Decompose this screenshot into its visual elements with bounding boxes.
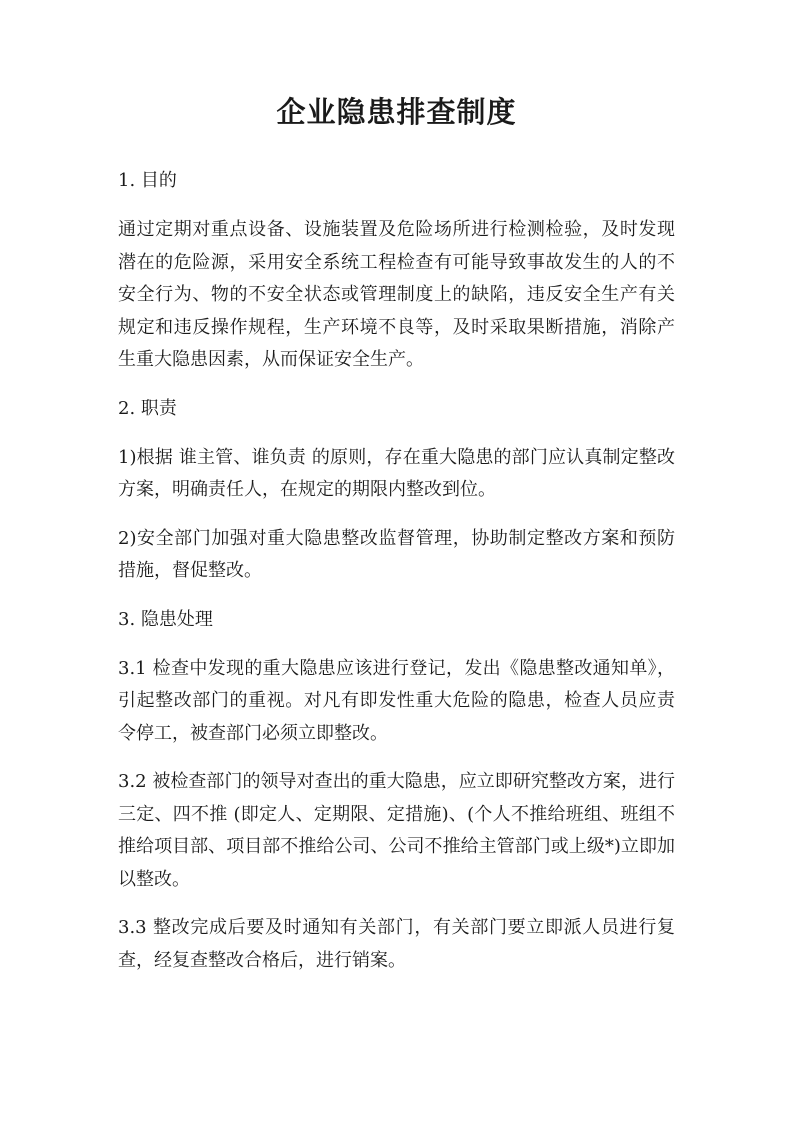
document-title: 企业隐患排查制度 [276, 95, 517, 129]
hazard-clause-3-3: 3.3 整改完成后要及时通知有关部门，有关部门要立即派人员进行复查，经复查整改合格后，进行销案。 [118, 917, 675, 971]
section-heading-hazard-handling: 3. 隐患处理 [118, 608, 213, 630]
purpose-paragraph: 通过定期对重点设备、设施装置及危险场所进行检测检验，及时发现潜在的危险源，采用安全系统工程检查有可能导致事故发生的人的不安全行为、物的不安全状态或管理制度上的缺陷，违反安全生产有关规定和违反操作规程，生产环境不良等，及时采取果断措施，消除产生重大隐患因素，从而保证安全生产。 [118, 219, 675, 370]
section-heading-purpose: 1. 目的 [118, 170, 177, 191]
responsibility-item-1: 1)根据 谁主管、谁负责 的原则，存在重大隐患的部门应认真制定整改方案，明确责任人，在规定的期限内整改到位。 [118, 446, 675, 500]
responsibility-item-2: 2)安全部门加强对重大隐患整改监督管理，协助制定整改方案和预防措施，督促整改。 [118, 527, 675, 581]
hazard-clause-3-2: 3.2 被检查部门的领导对查出的重大隐患，应立即研究整改方案，进行 三定、四不推 (即定人、定期限、定措施)、(个人不推给班组、班组不推给项目部、项目部不推给公司、公司不推给主管部门或上级*)立即加以整改。 [118, 771, 675, 890]
section-heading-responsibilities: 2. 职责 [118, 397, 177, 419]
hazard-clause-3-1: 3.1 检查中发现的重大隐患应该进行登记，发出《隐患整改通知单》，引起整改部门的重视。对凡有即发性重大危险的隐患，检查人员应责令停工，被查部门必须立即整改。 [118, 657, 675, 744]
